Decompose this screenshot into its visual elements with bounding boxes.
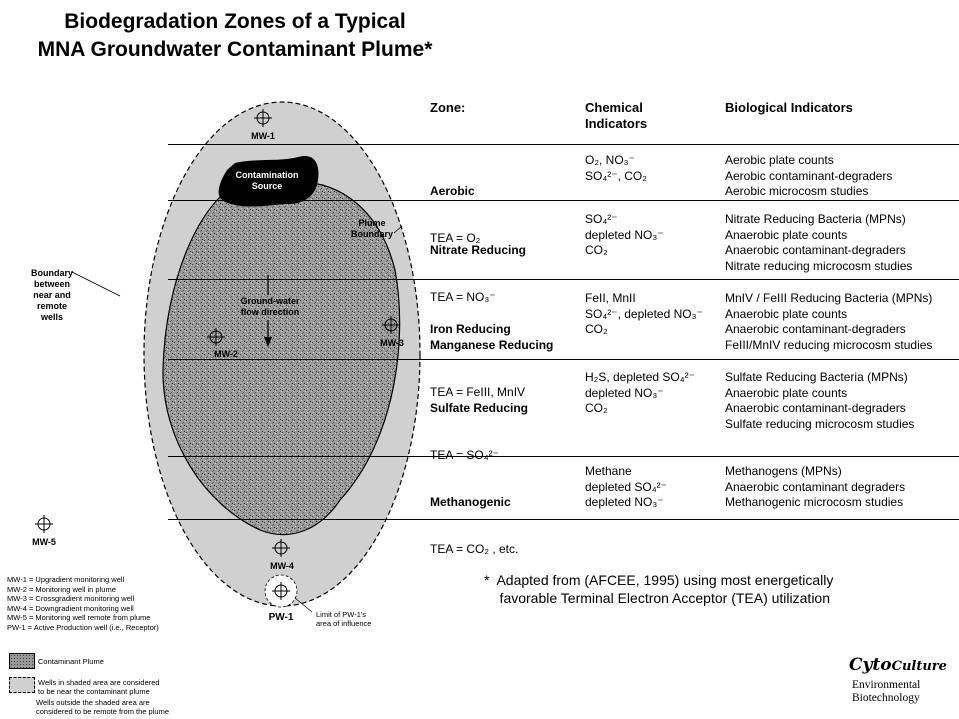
well-mw3-label: MW-3 <box>380 338 404 348</box>
boundary-label <box>31 268 73 322</box>
well-mw5-label: MW-5 <box>32 537 56 547</box>
flow-label-1: Ground-water <box>240 296 300 306</box>
zone-tea: TEA = FeIII, MnIV <box>430 384 526 399</box>
row-divider <box>168 144 959 145</box>
well-mw4-label: MW-4 <box>270 561 294 571</box>
company-logo <box>849 655 947 675</box>
boundary-label-line-3: near and <box>33 290 71 300</box>
plume-boundary-label-2: Boundary <box>350 229 394 239</box>
boundary-label-line-1: Boundary <box>30 268 74 278</box>
zone-tea: TEA = CO₂ , etc. <box>430 541 519 556</box>
boundary-pointer <box>72 272 120 296</box>
table-row-sulfate <box>430 370 528 479</box>
legend-shaded-label: Wells in shaded area are considered to be near the contaminant plume <box>38 678 160 696</box>
biological-indicators: Aerobic plate counts Aerobic contaminant-degraders Aerobic microcosm studies <box>725 153 893 199</box>
flow-label-2: flow direction <box>240 307 300 317</box>
well-mw1-label: MW-1 <box>251 131 275 141</box>
legend-outside-label: Wells outside the shaded area are considered to be remote from the plume <box>36 698 169 716</box>
legend-plume-swatch <box>9 653 35 669</box>
well-mw2-label: MW-2 <box>214 349 238 359</box>
logo-cyto: Cyto <box>849 655 892 675</box>
well-pw1 <box>265 575 297 623</box>
row-divider <box>168 279 959 280</box>
zone-tea: TEA = SO₄²⁻ <box>430 447 499 462</box>
chemical-indicators: SO₄²⁻ depleted NO₃⁻ CO₂ <box>585 212 664 258</box>
zone-name: Iron Reducing Manganese Reducing <box>430 322 554 352</box>
zone-tea: TEA = NO₃⁻ <box>430 289 496 304</box>
title-line-1: Biodegradation Zones of a Typical <box>64 10 406 33</box>
zone-name: Sulfate Reducing <box>430 401 529 416</box>
well-mw5 <box>32 515 56 547</box>
legend-plume-label: Contaminant Plume <box>38 657 104 666</box>
plume-boundary-label-1: Plume <box>358 218 386 228</box>
limit-label-1: Limit of PW-1's <box>316 610 367 619</box>
chemical-indicators: Methane depleted SO₄²⁻ depleted NO₃⁻ <box>585 464 667 510</box>
biological-indicators: Sulfate Reducing Bacteria (MPNs) Anaerobic plate counts Anaerobic contaminant-degraders Sulfate reducing microcosm studies <box>725 370 915 431</box>
biological-indicators: MnIV / FeIII Reducing Bacteria (MPNs) Anaerobic plate counts Anaerobic contaminant-degraders FeIII/MnIV reducing microcosm studies <box>725 291 933 352</box>
zone-name: Aerobic <box>430 184 475 199</box>
row-divider <box>168 359 959 360</box>
source-label-1: Contamination <box>235 170 299 180</box>
row-divider <box>168 519 959 520</box>
table-row-methanogenic <box>430 464 518 573</box>
row-divider <box>168 456 959 457</box>
biological-indicators: Nitrate Reducing Bacteria (MPNs) Anaerobic plate counts Anaerobic contaminant-degraders Nitrate reducing microcosm studies <box>725 212 913 273</box>
zone-tea: TEA = O₂ <box>430 230 481 245</box>
boundary-label-line-2: between <box>33 279 71 289</box>
legend-wells: MW-1 = Upgradient monitoring well MW-2 = Monitoring well in plume MW-3 = Crossgradient monitoring well MW-4 = Downgradient monitoring well MW-5 = Monitoring well remote from plume PW-1 = Active Production well (i.e., Receptor) <box>7 575 159 632</box>
zone-name: Methanogenic <box>430 495 511 510</box>
chemical-indicators: FeII, MnII SO₄²⁻, depleted NO₃⁻ CO₂ <box>585 291 703 337</box>
boundary-label-line-5: wells <box>40 312 64 322</box>
well-pw1-label: PW-1 <box>268 612 294 623</box>
biological-indicators: Methanogens (MPNs) Anaerobic contaminant degraders Methanogenic microcosm studies <box>725 464 906 510</box>
chemical-indicators: H₂S, depleted SO₄²⁻ depleted NO₃⁻ CO₂ <box>585 370 695 416</box>
title-line-2: MNA Groundwater Contaminant Plume* <box>37 38 433 61</box>
boundary-label-line-4: remote <box>36 301 68 311</box>
legend-shaded-swatch <box>9 677 35 693</box>
header-zone: Zone: <box>430 100 466 115</box>
source-label-2: Source <box>251 181 283 191</box>
logo-culture: Culture <box>891 659 947 674</box>
chemical-indicators: O₂, NO₃⁻ SO₄²⁻, CO₂ <box>585 153 647 183</box>
limit-label-2: area of influence <box>316 619 372 628</box>
footnote: * Adapted from (AFCEE, 1995) using most energetically favorable Terminal Electron Acceptor (TEA) utilization <box>484 572 834 606</box>
logo-tagline: Environmental Biotechnology <box>852 679 921 704</box>
header-chemical-indicators: Chemical Indicators <box>585 100 648 131</box>
header-biological-indicators: Biological Indicators <box>725 100 853 115</box>
row-divider <box>168 200 959 201</box>
zone-name: Nitrate Reducing <box>430 243 527 258</box>
